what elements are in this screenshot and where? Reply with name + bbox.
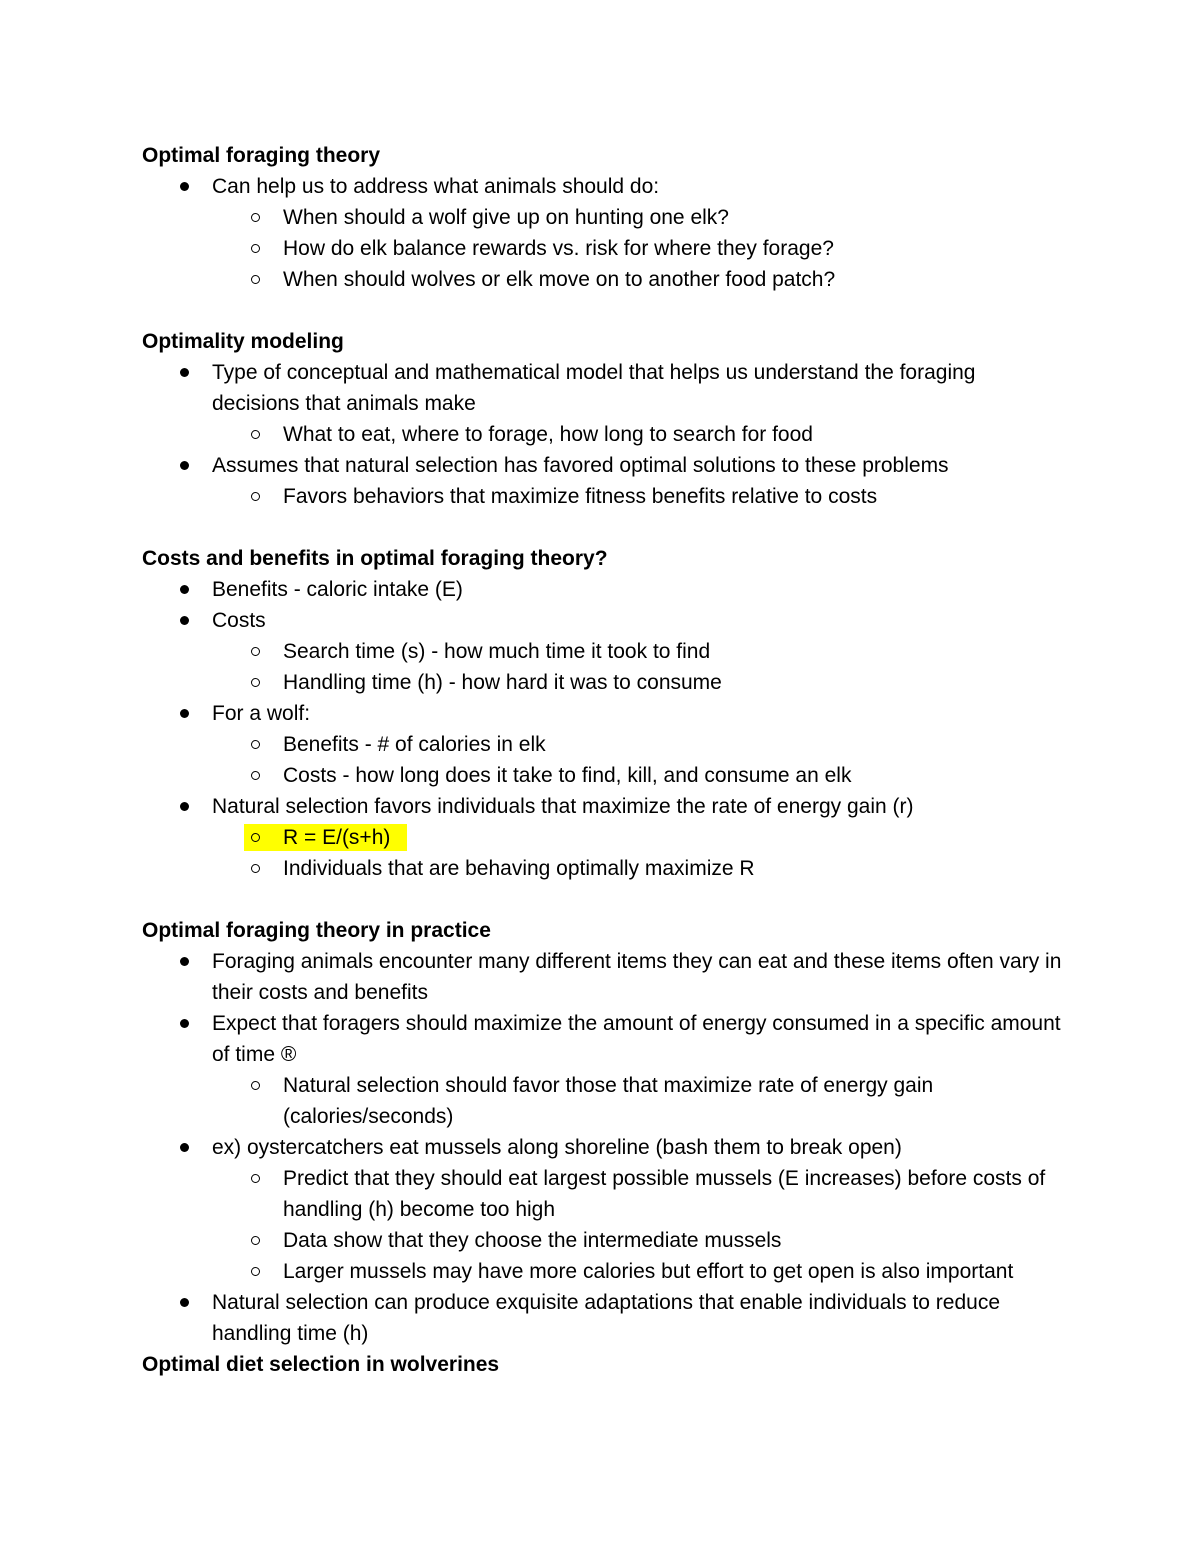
bullet-circle-icon: [247, 202, 263, 233]
sub-bullet-item: [142, 1070, 1062, 1132]
bullet-text: Predict that they should eat largest possible mussels (E increases) before costs of handling (h) become too high: [283, 1167, 1046, 1221]
bullet-item: [142, 1132, 1062, 1163]
bullet-text: Can help us to address what animals should do:: [212, 175, 660, 198]
bullet-item: [142, 450, 1062, 481]
blank-line: [142, 512, 1062, 543]
bullet-disc-icon: [176, 574, 192, 605]
bullet-text: Expect that foragers should maximize the amount of energy consumed in a specific amount of time ®: [212, 1012, 1061, 1066]
bullet-text: Benefits - caloric intake (E): [212, 578, 463, 601]
bullet-disc-icon: [176, 698, 192, 729]
bullet-text: Larger mussels may have more calories but effort to get open is also important: [283, 1260, 1014, 1283]
bullet-text: Search time (s) - how much time it took to find: [283, 640, 711, 663]
section-heading: Optimality modeling: [142, 330, 344, 353]
bullet-circle-icon: [247, 822, 263, 853]
bullet-circle-icon: [247, 233, 263, 264]
section-optimal-foraging-theory: [142, 140, 1062, 295]
bullet-disc-icon: [176, 357, 192, 388]
bullet-disc-icon: [176, 1287, 192, 1318]
sub-bullet-item: [142, 667, 1062, 698]
bullet-disc-icon: [176, 450, 192, 481]
sub-bullet-item: [142, 233, 1062, 264]
bullet-text: Natural selection favors individuals that maximize the rate of energy gain (r): [212, 795, 914, 818]
sub-bullet-item: [142, 729, 1062, 760]
bullet-circle-icon: [247, 729, 263, 760]
sub-bullet-item: [142, 481, 1062, 512]
bullet-item: [142, 698, 1062, 729]
bullet-circle-icon: [247, 481, 263, 512]
section-costs-and-benefits: [142, 543, 1062, 884]
section-oft-in-practice: [142, 915, 1062, 1349]
bullet-disc-icon: [176, 1008, 192, 1039]
bullet-item: [142, 791, 1062, 822]
bullet-item: [142, 357, 1062, 419]
bullet-text: For a wolf:: [212, 702, 311, 725]
bullet-text: Costs: [212, 609, 266, 632]
bullet-text: Type of conceptual and mathematical model that helps us understand the foraging decisions that animals make: [212, 361, 976, 415]
section-heading: Costs and benefits in optimal foraging theory?: [142, 547, 608, 570]
bullet-text: Natural selection can produce exquisite adaptations that enable individuals to reduce handling time (h): [212, 1291, 1001, 1345]
formula-text: R = E/(s+h): [283, 826, 391, 849]
bullet-text: Individuals that are behaving optimally maximize R: [283, 857, 755, 880]
bullet-circle-icon: [247, 264, 263, 295]
section-optimality-modeling: [142, 326, 1062, 512]
bullet-text: Data show that they choose the intermediate mussels: [283, 1229, 782, 1252]
bullet-item: [142, 1287, 1062, 1349]
bullet-text: When should a wolf give up on hunting one elk?: [283, 206, 729, 229]
section-optimal-diet-selection: [142, 1349, 1062, 1380]
bullet-disc-icon: [176, 605, 192, 636]
bullet-text: Costs - how long does it take to find, kill, and consume an elk: [283, 764, 852, 787]
bullet-circle-icon: [247, 760, 263, 791]
bullet-text: When should wolves or elk move on to another food patch?: [283, 268, 836, 291]
bullet-text: Natural selection should favor those that maximize rate of energy gain (calories/seconds): [283, 1074, 934, 1128]
bullet-text: Foraging animals encounter many different items they can eat and these items often vary in their costs and benefits: [212, 950, 1062, 1004]
section-heading: Optimal foraging theory: [142, 144, 381, 167]
sub-bullet-item: [142, 1256, 1062, 1287]
bullet-text: Favors behaviors that maximize fitness benefits relative to costs: [283, 485, 878, 508]
bullet-text: ex) oystercatchers eat mussels along shoreline (bash them to break open): [212, 1136, 902, 1159]
bullet-circle-icon: [247, 1070, 263, 1101]
bullet-text: Handling time (h) - how hard it was to consume: [283, 671, 722, 694]
bullet-item: [142, 946, 1062, 1008]
sub-bullet-item: [142, 419, 1062, 450]
sub-bullet-item: [142, 853, 1062, 884]
sub-bullet-item: [142, 202, 1062, 233]
sub-bullet-item: [142, 1163, 1062, 1225]
bullet-disc-icon: [176, 1132, 192, 1163]
bullet-circle-icon: [247, 853, 263, 884]
section-heading: Optimal diet selection in wolverines: [142, 1353, 500, 1376]
sub-bullet-item: [142, 760, 1062, 791]
bullet-circle-icon: [247, 1225, 263, 1256]
bullet-text: Assumes that natural selection has favored optimal solutions to these problems: [212, 454, 949, 477]
highlighted-formula-item: [142, 822, 1062, 853]
blank-line: [142, 295, 1062, 326]
bullet-item: [142, 605, 1062, 636]
sub-bullet-item: [142, 264, 1062, 295]
bullet-disc-icon: [176, 946, 192, 977]
bullet-circle-icon: [247, 667, 263, 698]
bullet-item: [142, 574, 1062, 605]
bullet-item: [142, 1008, 1062, 1070]
sub-bullet-item: [142, 1225, 1062, 1256]
bullet-text: Benefits - # of calories in elk: [283, 733, 546, 756]
bullet-disc-icon: [176, 791, 192, 822]
bullet-circle-icon: [247, 419, 263, 450]
section-heading: Optimal foraging theory in practice: [142, 919, 491, 942]
bullet-text: How do elk balance rewards vs. risk for where they forage?: [283, 237, 834, 260]
bullet-circle-icon: [247, 636, 263, 667]
document-page: [142, 140, 1062, 1380]
bullet-text: What to eat, where to forage, how long to search for food: [283, 423, 813, 446]
sub-bullet-item: [142, 636, 1062, 667]
blank-line: [142, 884, 1062, 915]
bullet-circle-icon: [247, 1256, 263, 1287]
bullet-disc-icon: [176, 171, 192, 202]
bullet-item: [142, 171, 1062, 202]
bullet-circle-icon: [247, 1163, 263, 1194]
